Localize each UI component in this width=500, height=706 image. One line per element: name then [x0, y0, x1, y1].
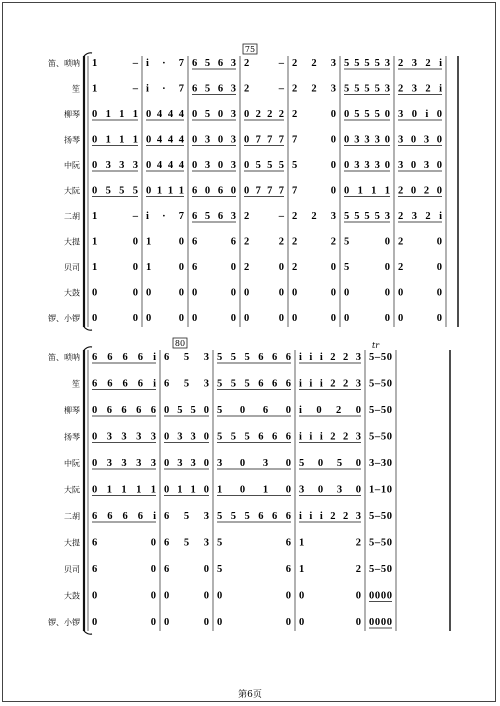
instrument-name: 大鼓	[64, 591, 80, 601]
measure-notes: 5 – 5 0	[369, 352, 392, 363]
instrument-row	[72, 84, 442, 95]
measure-notes: 2 –	[244, 83, 284, 95]
instrument-row	[64, 211, 442, 222]
bracket-hook-top	[84, 53, 92, 56]
measure-notes: 5 5 5 5 3	[344, 58, 390, 69]
instrument-name: 中阮	[64, 459, 80, 468]
measure-notes: 0 1 1 1	[344, 185, 390, 197]
measure-notes: 6 0	[192, 262, 236, 273]
instrument-name: 笙	[72, 84, 80, 94]
measure-notes: 6 5 3	[164, 537, 209, 549]
measure-notes: 0 5 5 0	[164, 405, 209, 416]
instrument-row	[64, 262, 442, 273]
measure-notes: 6 5 6 3	[192, 83, 236, 95]
measure-notes: 0 3 3 3	[92, 160, 138, 171]
instrument-row	[64, 135, 442, 146]
measure-notes: 0 2 2 2	[244, 109, 284, 120]
measure-notes: 6 5 6 3	[192, 58, 236, 69]
measure-notes: 3 0 3 0	[299, 484, 361, 496]
score-systems	[48, 44, 458, 634]
measure-notes: 0 1 1 1 1	[92, 484, 156, 496]
measure-notes: 6 5 3	[164, 352, 209, 363]
measure-notes: 6 0	[164, 564, 209, 575]
measure-notes: 5 0	[344, 262, 390, 273]
measure-notes: 0 4 4 4	[146, 134, 184, 146]
instrument-name: 大提	[64, 538, 80, 548]
measure-notes: 0 1 1 1	[92, 109, 138, 120]
measure-notes: 3 – 3 0	[369, 458, 392, 469]
measure-notes: 1 2	[299, 564, 361, 575]
measure-notes: 2 2 3	[292, 211, 336, 222]
measure-notes: 0 5 5 5 0	[344, 109, 390, 120]
system-1	[48, 44, 458, 330]
measure-notes: 5 – 5 0	[369, 378, 392, 390]
measure-notes: 0 4 4 4	[146, 109, 184, 120]
instrument-name: 扬琴	[64, 135, 80, 145]
measure-notes: 0 5 5 5	[92, 185, 138, 197]
measure-notes: 0 0	[398, 313, 442, 324]
instrument-row	[48, 58, 442, 69]
measure-notes: 5 0 5 0	[299, 458, 361, 469]
measure-notes: 0 0	[292, 287, 336, 299]
measure-notes: 6 5 3	[164, 511, 209, 522]
measure-notes: 5 0	[344, 236, 390, 248]
measure-notes: 0 0	[164, 617, 209, 628]
measure-notes: 2 0	[292, 109, 336, 120]
measure-notes: 6 5 3	[164, 378, 209, 390]
measure-notes: 0 3 3 0	[164, 431, 209, 443]
instrument-name: 扬琴	[64, 432, 80, 442]
measure-notes: 0 1 1 1	[92, 134, 138, 146]
measure-notes: 0 5 5 5	[244, 160, 284, 171]
instrument-row	[64, 405, 392, 416]
measure-notes: 0 0	[299, 617, 361, 628]
bracket-hook-bottom	[84, 327, 92, 330]
measure-notes: i i i 2 2 3	[299, 511, 361, 522]
instrument-row	[64, 591, 392, 602]
instrument-row	[64, 186, 442, 197]
instrument-row	[64, 432, 392, 443]
instrument-row	[64, 237, 442, 248]
measure-notes: i · 7	[146, 83, 184, 95]
instrument-row	[64, 109, 442, 120]
instrument-name: 二胡	[64, 512, 80, 521]
measure-notes: 0 0	[217, 617, 291, 628]
measure-notes: 1 –	[92, 83, 138, 95]
measure-notes: 0 0 0 0	[369, 590, 392, 602]
measure-notes: i i i 2 2 3	[299, 431, 361, 443]
trill-mark: tr	[372, 341, 380, 350]
measure-notes: 1 –	[92, 211, 138, 222]
measure-notes: 2 2	[292, 236, 336, 248]
instrument-name: 柳琴	[64, 110, 80, 119]
instrument-name: 笛、唢呐	[48, 353, 80, 362]
measure-notes: 1 0	[146, 236, 184, 248]
measure-notes: 0 3 3 0	[164, 458, 209, 469]
measure-notes: 0 0	[344, 287, 390, 299]
measure-notes: 0 3 3 3 0	[344, 160, 390, 171]
measure-notes: 0 0	[92, 617, 156, 628]
instrument-name: 笛、唢呐	[48, 59, 80, 68]
rehearsal-mark-number: 75	[244, 45, 256, 54]
measure-notes: 6 6	[192, 236, 236, 248]
measure-notes: 0 0 0 0	[369, 617, 392, 628]
measure-notes: 2 3 2 i	[398, 58, 442, 69]
instrument-row	[48, 313, 442, 324]
measure-notes: 5 – 5 0	[369, 431, 392, 443]
measure-notes: 6 0	[92, 564, 156, 575]
measure-notes: 0 0	[92, 313, 138, 324]
measure-notes: 0 0	[299, 590, 361, 602]
measure-notes: 5 5 5 5 3	[344, 211, 390, 222]
measure-notes: 2 –	[244, 211, 284, 222]
instrument-row	[64, 160, 442, 171]
measure-notes: 1 0 1 0	[217, 484, 291, 496]
measure-notes: 0 3 3 3 3	[92, 458, 156, 469]
instrument-name: 二胡	[64, 212, 80, 221]
measure-notes: i 0 2 0	[299, 405, 361, 416]
system-2	[48, 338, 450, 634]
measure-notes: 5 6	[217, 564, 291, 575]
instrument-name: 大阮	[64, 186, 80, 196]
measure-notes: 0 3 0 3	[192, 160, 236, 171]
measure-notes: 5 5 5 6 6 6	[217, 352, 291, 363]
measure-notes: 1 0	[92, 236, 138, 248]
bracket-hook-top	[84, 347, 92, 350]
instrument-row	[72, 379, 392, 390]
measure-notes: 0 7 7 7	[244, 185, 284, 197]
measure-notes: 3 0 3 0	[398, 134, 442, 146]
measure-notes: 0 0	[92, 287, 138, 299]
measure-notes: i i i 2 2 3	[299, 378, 361, 390]
measure-notes: 0 3 0 3	[192, 134, 236, 146]
instrument-name: 大阮	[64, 485, 80, 495]
instrument-name: 贝司	[64, 565, 80, 574]
measure-notes: 5 – 5 0	[369, 537, 392, 549]
instrument-row	[64, 564, 392, 575]
instrument-name: 锣、小锣	[48, 618, 80, 627]
measure-notes: 5 5 5 6 6 6	[217, 511, 291, 522]
measure-notes: 0 5 0 3	[192, 109, 236, 120]
measure-notes: 1 –	[92, 58, 138, 69]
measure-notes: 0 0	[146, 287, 184, 299]
measure-notes: 5 0 6 0	[217, 405, 291, 416]
measure-notes: i i i 2 2 3	[299, 352, 361, 363]
measure-notes: 0 0	[92, 590, 156, 602]
measure-notes: 1 – 1 0	[369, 484, 392, 496]
measure-notes: 0 1 1 0	[164, 484, 209, 496]
instrument-name: 大提	[64, 237, 80, 247]
instrument-row	[64, 485, 392, 496]
instrument-row	[64, 288, 442, 299]
measure-notes: 2 0	[244, 262, 284, 273]
measure-notes: i · 7	[146, 58, 184, 69]
instrument-name: 贝司	[64, 263, 80, 272]
measure-notes: 5 5 5 6 6 6	[217, 378, 291, 390]
measure-notes: 6 0 6 0	[192, 185, 236, 197]
measure-notes: 2 2	[244, 236, 284, 248]
measure-notes: 7 0	[292, 134, 336, 146]
instrument-name: 笙	[72, 379, 80, 389]
measure-notes: 1 0	[146, 262, 184, 273]
measure-notes: 3 0 i 0	[398, 109, 442, 120]
instrument-name: 大鼓	[64, 288, 80, 298]
rehearsal-mark	[173, 338, 187, 348]
instrument-name: 锣、小锣	[48, 314, 80, 323]
measure-notes: 1 0	[92, 262, 138, 273]
page-number-footer: 第6页	[238, 690, 262, 700]
measure-notes: 0 3 3 3 0	[344, 134, 390, 146]
measure-notes: 5 – 5 0	[369, 564, 392, 575]
measure-notes: 0 0	[344, 313, 390, 324]
measure-notes: 1 2	[299, 537, 361, 549]
measure-notes: 2 0	[292, 262, 336, 273]
measure-notes: 6 6 6 6 i	[92, 511, 156, 522]
measure-notes: 0 0	[398, 287, 442, 299]
instrument-row	[48, 352, 392, 363]
measure-notes: 0 0	[146, 313, 184, 324]
measure-notes: 6 5 6 3	[192, 211, 236, 222]
measure-notes: 0 6 6 6 6	[92, 405, 156, 416]
instrument-row	[64, 538, 392, 549]
rehearsal-mark-number: 80	[174, 339, 186, 348]
measure-notes: 0 0	[164, 590, 209, 602]
measure-notes: 2 0	[398, 236, 442, 248]
measure-notes: 3 0 3 0	[217, 458, 291, 469]
instrument-name: 柳琴	[64, 406, 80, 415]
measure-notes: 5 5 5 5 3	[344, 83, 390, 95]
measure-notes: 5 6	[217, 537, 291, 549]
measure-notes: 0 3 3 3 3	[92, 431, 156, 443]
measure-notes: 3 0 3 0	[398, 160, 442, 171]
instrument-row	[64, 511, 392, 522]
measure-notes: 6 6 6 6 i	[92, 378, 156, 390]
instrument-row	[64, 458, 392, 469]
bracket-hook-bottom	[84, 631, 92, 634]
measure-notes: 2 2 3	[292, 58, 336, 69]
instrument-name: 中阮	[64, 161, 80, 170]
measure-notes: 0 0	[217, 590, 291, 602]
rehearsal-mark	[243, 44, 257, 54]
measure-notes: 5 – 5 0	[369, 405, 392, 416]
measure-notes: 0 0	[292, 313, 336, 324]
measure-notes: 0 1 1 1	[146, 185, 184, 197]
measure-notes: 0 4 4 4	[146, 160, 184, 171]
measure-notes: 2 2 3	[292, 83, 336, 95]
measure-notes: i · 7	[146, 211, 184, 222]
measure-notes: 6 6 6 6 i	[92, 352, 156, 363]
measure-notes: 0 0	[244, 313, 284, 324]
measure-notes: 0 7 7 7	[244, 134, 284, 146]
measure-notes: 2 3 2 i	[398, 83, 442, 95]
measure-notes: 2 3 2 i	[398, 211, 442, 222]
measure-notes: 7 0	[292, 185, 336, 197]
measure-notes: 5 0	[292, 160, 336, 171]
measure-notes: 2 0	[398, 262, 442, 273]
measure-notes: 0 0	[244, 287, 284, 299]
measure-notes: 0 0	[192, 287, 236, 299]
measure-notes: 5 5 5 6 6 6	[217, 431, 291, 443]
measure-notes: 6 0	[92, 537, 156, 549]
measure-notes: 5 – 5 0	[369, 511, 392, 522]
measure-notes: 0 0	[192, 313, 236, 324]
measure-notes: 2 –	[244, 58, 284, 69]
instrument-row	[48, 617, 392, 628]
measure-notes: 2 0 2 0	[398, 185, 442, 197]
